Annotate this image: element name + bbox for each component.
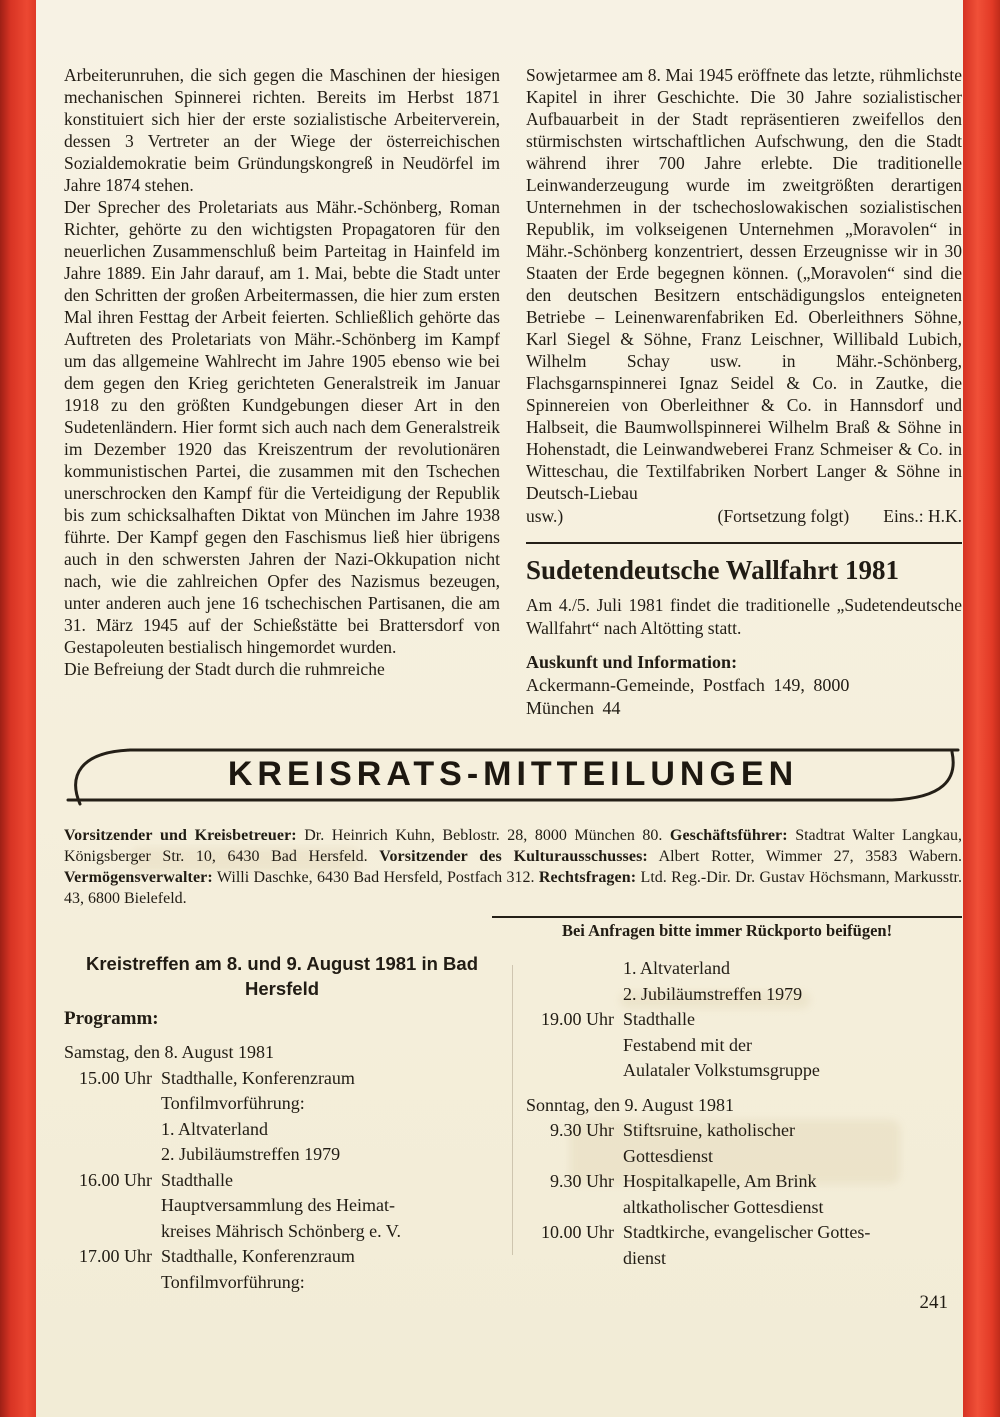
official-detail: Dr. Heinrich Kuhn, Beblostr. 28, 8000 München 80. <box>296 827 670 844</box>
schedule-text: 2. Jubiläumstreffen 1979 <box>161 1144 341 1164</box>
schedule-time: 9.30 Uhr <box>550 1120 614 1140</box>
history-paragraph: Arbeiterunruhen, die sich gegen die Maschinen der hiesigen mechanischen Spinnerei richten. Bereits im Herbst 1871 konstituiert sich hier der erste sozialistische Arbeiterverein, dessen 3 Vertreter an der Wiege der österreichischen Sozialdemokratie beim Gründungskongreß in Neudörfel im Jahre 1874 stehen. <box>64 65 500 195</box>
schedule-time: 17.00 Uhr <box>79 1246 152 1266</box>
schedule-text: Stadthalle <box>623 1009 695 1029</box>
right-red-margin-bar <box>963 0 1000 1417</box>
history-paragraph: Die Befreiung der Stadt durch die ruhmreiche <box>64 659 385 679</box>
schedule-row <box>526 1058 962 1084</box>
program-label: Programm: <box>64 1008 159 1029</box>
history-right-column <box>526 64 962 720</box>
official-detail: Willi Daschke, 6430 Bad Hersfeld, Postfach 312. <box>212 869 539 886</box>
history-paragraph: Sowjetarmee am 8. Mai 1945 eröffnete das letzte, rühmlichste Kapitel in ihrer Geschichte. Die 30 Jahre sozialistischer Aufbauarbeit in der Stadt repräsentieren zweifellos den stürmischsten wirtschaftlichen Aufschwung, den die Stadt während ihrer 700 Jahre erlebte. Die traditionelle Leinwanderzeugung wurde im zweitgrößten derartigen Unternehmen in der tschechoslowakischen sozialistischen Republik, im volkseigenen Unternehmen „Moravolen“ in Mähr.-Schönberg konzentriert, dessen Erzeugnisse wir in 30 Staaten der Erde begegnen können. („Moravolen“ sind die den deutschen Besitzern entschädigungslos enteigneten Betriebe – Leinenwarenfabriken Ed. Oberleithners Söhne, Karl Siegel & Söhne, Franz Leischner, Willibald Lubich, Wilhelm Schay usw. in Mähr.-Schönberg, Flachsgarnspinnerei Ignaz Seidel & Co. in Zautke, die Spinnereien von Oberleithner & Co. in Hannsdorf und Halbseit, die Baumwollspinnerei Wilhelm Braß & Söhne in Hohenstadt, die Leinwandweberei Franz Schmeiser & Co. in Witteschau, die Textilfabriken Norbert Langer & Söhne in Deutsch-Liebau <box>526 65 962 503</box>
program-right-column <box>526 951 962 1295</box>
kreistreffen-heading-line2: Hersfeld <box>244 978 320 999</box>
kreistreffen-heading <box>64 951 500 1001</box>
schedule-row <box>64 1270 500 1296</box>
schedule-row <box>64 1091 500 1117</box>
schedule-row <box>526 1220 962 1246</box>
schedule-text: Tonfilmvorführung: <box>161 1271 305 1292</box>
schedule-row <box>526 1144 962 1170</box>
official-detail: Stadtrat Walter Langkau, Königsberger Str. 10, 6430 Bad Hersfeld. <box>64 827 962 865</box>
history-left-column <box>64 64 500 720</box>
wallfahrt-body: Am 4./5. Juli 1981 findet die traditionelle „Sudetendeutsche Wallfahrt“ nach Altötting statt. <box>526 595 962 638</box>
wallfahrt-heading: Sudetendeutsche Wallfahrt 1981 <box>526 555 900 585</box>
schedule-text: Hospitalkapelle, Am Brink <box>623 1171 817 1191</box>
paragraph-end: usw.) <box>526 506 564 526</box>
official-role-label: Vorsitzender und Kreisbetreuer: <box>64 827 297 844</box>
schedule-text: Stiftsruine, katholischer <box>623 1120 795 1140</box>
schedule-row <box>64 1117 500 1143</box>
schedule-text: dienst <box>623 1247 666 1268</box>
schedule-text: Stadtkirche, evangelischer Gottes- <box>623 1222 871 1242</box>
schedule-text: Hauptversammlung des Heimat- <box>161 1195 395 1215</box>
schedule-row <box>64 1244 500 1270</box>
schedule-text: Festabend mit der <box>623 1034 752 1055</box>
schedule-row <box>526 1169 962 1195</box>
schedule-text: Tonfilmvorführung: <box>161 1093 305 1113</box>
schedule-text: 1. Altvaterland <box>161 1118 268 1139</box>
official-detail: Ltd. Reg.-Dir. Dr. Gustav Höchsmann, Markusstr. 43, 6800 Bielefeld. <box>64 869 962 907</box>
schedule-text: Gottesdienst <box>623 1145 713 1166</box>
schedule-time: 9.30 Uhr <box>550 1171 614 1191</box>
official-role-label: Geschäftsführer: <box>669 827 788 844</box>
schedule-row <box>64 1142 500 1168</box>
continuation-line <box>526 505 962 527</box>
official-role-label: Vermögensverwalter: <box>64 869 213 886</box>
schedule-time: 19.00 Uhr <box>541 1009 614 1029</box>
schedule-row <box>64 1193 500 1219</box>
schedule-row <box>64 1066 500 1092</box>
schedule-row <box>526 956 962 982</box>
officials-paragraph <box>64 825 962 909</box>
schedule-row <box>526 982 962 1008</box>
kreistreffen-section <box>64 951 962 1295</box>
history-paragraph: Der Sprecher des Proletariats aus Mähr.-Schönberg, Roman Richter, gehörte zu den wichtigsten Propagatoren für den neuerlichen Zusammenschluß beim Parteitag in Hainfeld im Jahre 1889. Ein Jahr darauf, am 1. Mai, bebte die Stadt unter den Schritten der großen Arbeitermassen, die hier zum ersten Mal ihren Festtag der Arbeit feierten. Schließlich gehörte das Auftreten des Proletariats von Mähr.-Schönberg im Kampf um das allgemeine Wahlrecht im Jahre 1905 ebenso wie bei dem gegen den Krieg gerichteten Generalstreik im Januar 1918 zu den größten Kundgebungen dieser Art in den Sudetenländern. Hier formt sich auch nach dem Generalstreik im Dezember 1920 das Kreiszentrum der revolutionären kommunistischen Partei, die zusammen mit den Tschechen unerschrocken den Kampf für die Verteidigung der Republik bis zum schicksalhaften Diktat von München im Jahre 1938 führte. Der Kampf gegen den Faschismus ließ hier übrigens auch in den schwersten Jahren der Nazi-Okkupation nicht nach, wie die zahlreichen Opfer des Nazismus bezeugen, unter anderen auch jene 16 tschechischen Partisanen, die am 31. März 1945 auf der Schießstätte bei Brattersdorf von Gestapoleuten bestialisch hingemordet wurden. <box>64 197 500 657</box>
schedule-row <box>526 1007 962 1033</box>
schedule-time: 15.00 Uhr <box>79 1067 152 1088</box>
schedule-text: 1. Altvaterland <box>623 958 730 978</box>
info-label: Auskunft und Information: <box>526 652 738 672</box>
left-red-margin-bar <box>0 0 36 1417</box>
schedule-text: 2. Jubiläumstreffen 1979 <box>623 983 803 1004</box>
schedule-row <box>526 1033 962 1059</box>
schedule-row <box>526 1195 962 1221</box>
schedule-row <box>526 1118 962 1144</box>
schedule-text: Stadthalle, Konferenzraum <box>161 1067 355 1088</box>
page-content <box>64 64 962 1295</box>
schedule-text: altkatholischer Gottesdienst <box>623 1196 824 1217</box>
banner-title: KREISRATS-MITTEILUNGEN <box>227 755 799 793</box>
history-article <box>64 64 962 720</box>
program-left-column <box>64 951 500 1295</box>
schedule-text: Stadthalle, Konferenzraum <box>161 1246 355 1266</box>
kreisrats-banner <box>64 738 962 812</box>
info-address-line: München 44 <box>526 698 621 718</box>
official-role-label: Rechtsfragen: <box>538 869 637 886</box>
section-divider <box>526 542 962 544</box>
continuation-note: (Fortsetzung folgt) <box>717 506 850 526</box>
schedule-text: Aulataler Volkstumsgruppe <box>623 1060 820 1080</box>
wallfahrt-section <box>526 555 962 720</box>
official-detail: Albert Rotter, Wimmer 27, 3583 Wabern. <box>647 848 962 865</box>
author-initials: Eins.: H.K. <box>883 506 962 526</box>
official-role-label: Vorsitzender des Kulturausschusses: <box>379 848 648 865</box>
schedule-text: Stadthalle <box>161 1169 233 1190</box>
schedule-time: 16.00 Uhr <box>79 1169 152 1190</box>
page-number: 241 <box>919 1292 948 1313</box>
schedule-time: 10.00 Uhr <box>541 1222 614 1242</box>
schedule-day: Sonntag, den 9. August 1981 <box>526 1094 735 1115</box>
schedule-row <box>64 1219 500 1245</box>
schedule-row <box>64 1168 500 1194</box>
schedule-right <box>526 956 962 1271</box>
rueckporto-notice: Bei Anfragen bitte immer Rückporto beifügen! <box>492 916 962 941</box>
kreistreffen-heading-line1: Kreistreffen am 8. und 9. August 1981 in Bad <box>85 953 479 974</box>
schedule-day: Samstag, den 8. August 1981 <box>64 1042 274 1062</box>
info-address-line: Ackermann-Gemeinde, Postfach 149, 8000 <box>526 675 850 695</box>
schedule-row <box>526 1246 962 1272</box>
schedule-text: kreises Mährisch Schönberg e. V. <box>161 1220 401 1241</box>
schedule-left <box>64 1040 500 1295</box>
